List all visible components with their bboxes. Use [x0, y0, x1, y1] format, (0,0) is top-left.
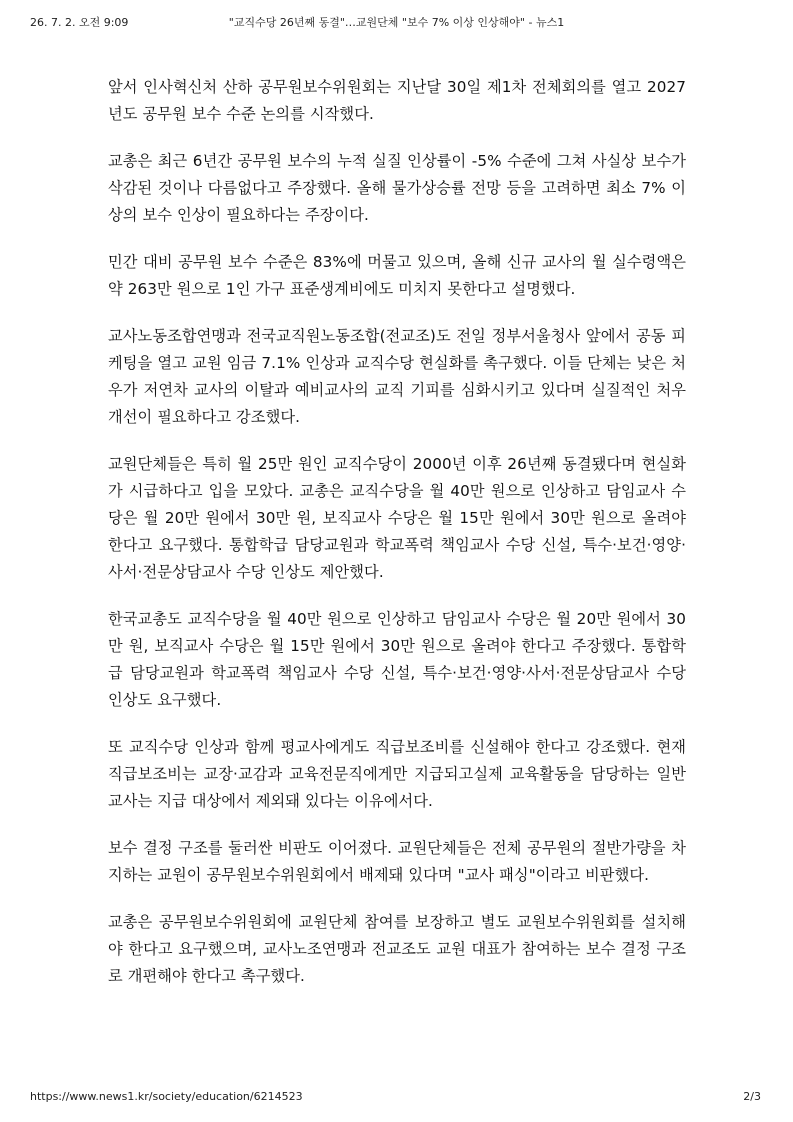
article-paragraph-6: 한국교총도 교직수당을 월 40만 원으로 인상하고 담임교사 수당은 월 20만 원에서 30만 원, 보직교사 수당은 월 15만 원에서 30만 원으로 올려야 한다고 주장했다. 통합학급 담당교원과 학교폭력 책임교사 수당 신설, 특수·보건·영양·사서·전문상담교사 수당 인상도 요구했다.	[108, 610, 686, 709]
article-paragraph-5: 교원단체들은 특히 월 25만 원인 교직수당이 2000년 이후 26년째 동결됐다며 현실화가 시급하다고 입을 모았다. 교총은 교직수당을 월 40만 원으로 인상하고 담임교사 수당은 월 20만 원에서 30만 원, 보직교사 수당은 월 15만 원에서 30만 원으로 올려야 한다고 요구했다. 통합학급 담당교원과 학교폭력 책임교사 수당 신설, 특수·보건·영양·사서·전문상담교사 수당 인상도 제안했다.	[108, 455, 686, 581]
article-paragraph-7: 또 교직수당 인상과 함께 평교사에게도 직급보조비를 신설해야 한다고 강조했다. 현재 직급보조비는 교장·교감과 교육전문직에게만 지급되고실제 교육활동을 담당하는 일반교사는 지급 대상에서 제외돼 있다는 이유에서다.	[108, 738, 686, 810]
article-paragraph-1: 앞서 인사혁신처 산하 공무원보수위원회는 지난달 30일 제1차 전체회의를 열고 2027년도 공무원 보수 수준 논의를 시작했다.	[108, 78, 686, 123]
print-source-url: https://www.news1.kr/society/education/6214523	[30, 1090, 303, 1103]
print-page-number: 2/3	[743, 1090, 761, 1103]
article-paragraph-4: 교사노동조합연맹과 전국교직원노동조합(전교조)도 전일 정부서울청사 앞에서 공동 피케팅을 열고 교원 임금 7.1% 인상과 교직수당 현실화를 촉구했다. 이들 단체는 낮은 처우가 저연차 교사의 이탈과 예비교사의 교직 기피를 심화시키고 있다며 실질적인 처우 개선이 필요하다고 강조했다.	[108, 327, 686, 426]
article-body	[108, 74, 686, 1010]
article-paragraph-9: 교총은 공무원보수위원회에 교원단체 참여를 보장하고 별도 교원보수위원회를 설치해야 한다고 요구했으며, 교사노조연맹과 전교조도 교원 대표가 참여하는 보수 결정 구조로 개편해야 한다고 촉구했다.	[108, 913, 686, 985]
article-paragraph-3: 민간 대비 공무원 보수 수준은 83%에 머물고 있으며, 올해 신규 교사의 월 실수령액은 약 263만 원으로 1인 가구 표준생계비에도 미치지 못한다고 설명했다.	[108, 253, 686, 298]
article-paragraph-8: 보수 결정 구조를 둘러싼 비판도 이어졌다. 교원단체들은 전체 공무원의 절반가량을 차지하는 교원이 공무원보수위원회에서 배제돼 있다며 "교사 패싱"이라고 비판했다.	[108, 839, 686, 884]
print-page-title: "교직수당 26년째 동결"…교원단체 "보수 7% 이상 인상해야" - 뉴스1	[228, 16, 565, 29]
print-date-time: 26. 7. 2. 오전 9:09	[30, 16, 129, 29]
article-paragraph-2: 교총은 최근 6년간 공무원 보수의 누적 실질 인상률이 -5% 수준에 그쳐 사실상 보수가 삭감된 것이나 다름없다고 주장했다. 올해 물가상승률 전망 등을 고려하면 최소 7% 이상의 보수 인상이 필요하다는 주장이다.	[108, 152, 686, 224]
